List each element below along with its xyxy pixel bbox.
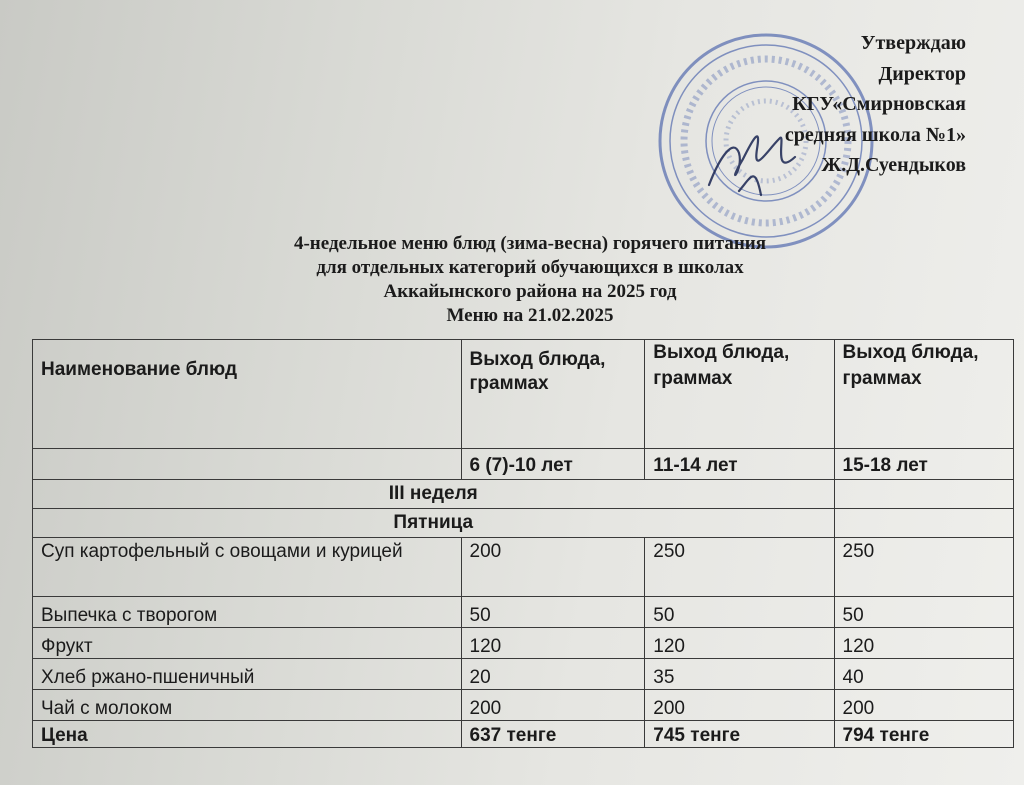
dish-yield: 200 — [645, 690, 834, 721]
price-value: 637 тенге — [461, 721, 645, 748]
dish-yield: 50 — [834, 597, 1013, 628]
price-value: 745 тенге — [645, 721, 834, 748]
empty-cell — [834, 509, 1013, 538]
header-yield-col: Выход блюда, граммах — [461, 340, 645, 449]
dish-yield: 200 — [834, 690, 1013, 721]
table-row — [33, 538, 1014, 597]
price-label: Цена — [33, 721, 462, 748]
title-line: 4-недельное меню блюд (зима-весна) горячего питания — [293, 233, 767, 254]
day-label: Пятница — [33, 509, 835, 538]
approval-line: Ж.Д.Суендыков — [821, 154, 966, 176]
age-group-row — [33, 449, 1014, 480]
approval-block — [785, 28, 966, 181]
table-row — [33, 659, 1014, 690]
document-title — [180, 232, 880, 328]
dish-yield: 120 — [834, 628, 1013, 659]
dish-yield: 120 — [461, 628, 645, 659]
dish-yield: 40 — [834, 659, 1013, 690]
header-dish-name: Наименование блюд — [33, 340, 462, 449]
approval-line: Утверждаю — [860, 32, 966, 54]
empty-cell — [33, 449, 462, 480]
dish-name: Выпечка с творогом — [33, 597, 462, 628]
menu-date: Меню на 21.02.2025 — [446, 305, 614, 326]
approval-line: КГУ«Смирновская — [792, 93, 966, 115]
title-line: для отдельных категорий обучающихся в школах — [316, 257, 744, 278]
age-group-cell: 6 (7)-10 лет — [461, 449, 645, 480]
table-header-row — [33, 340, 1014, 449]
approval-line: средняя школа №1» — [784, 123, 966, 146]
week-label: III неделя — [33, 480, 835, 509]
dish-yield: 120 — [645, 628, 834, 659]
empty-cell — [834, 480, 1013, 509]
title-line: Аккайынского района на 2025 год — [383, 281, 677, 302]
dish-name: Суп картофельный с овощами и курицей — [33, 538, 462, 597]
price-value: 794 тенге — [834, 721, 1013, 748]
dish-name: Хлеб ржано-пшеничный — [33, 659, 462, 690]
age-group-cell: 15-18 лет — [834, 449, 1013, 480]
dish-yield: 250 — [834, 538, 1013, 597]
dish-yield: 50 — [645, 597, 834, 628]
dish-yield: 50 — [461, 597, 645, 628]
menu-table — [32, 339, 1014, 748]
dish-yield: 20 — [461, 659, 645, 690]
dish-yield: 200 — [461, 538, 645, 597]
dish-name: Чай с молоком — [33, 690, 462, 721]
table-row — [33, 597, 1014, 628]
header-yield-col: Выход блюда, граммах — [645, 340, 834, 449]
week-row — [33, 480, 1014, 509]
approval-line: Директор — [878, 62, 966, 85]
dish-yield: 250 — [645, 538, 834, 597]
dish-yield: 200 — [461, 690, 645, 721]
dish-yield: 35 — [645, 659, 834, 690]
table-row — [33, 628, 1014, 659]
table-row — [33, 690, 1014, 721]
price-row — [33, 721, 1014, 748]
header-yield-col: Выход блюда, граммах — [834, 340, 1013, 449]
age-group-cell: 11-14 лет — [645, 449, 834, 480]
dish-name: Фрукт — [33, 628, 462, 659]
day-row — [33, 509, 1014, 538]
